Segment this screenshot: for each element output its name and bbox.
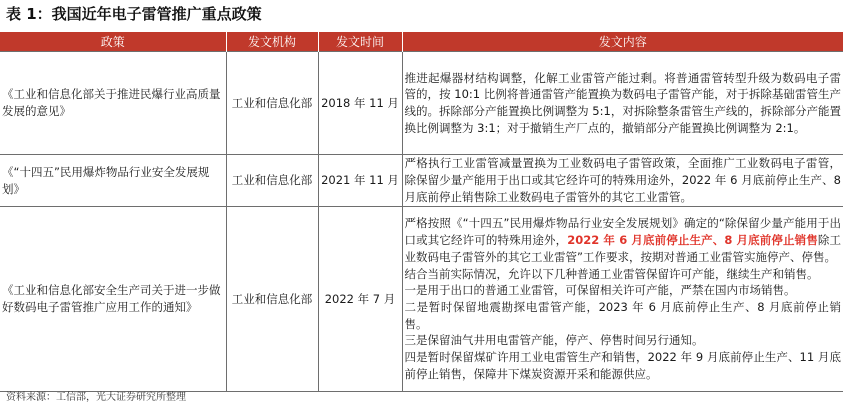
table-header-row [0, 32, 843, 52]
source-note: 资料来源：工信部，光大证券研究所整理 [6, 392, 186, 403]
date-cell: 2018 年 11 月 [318, 52, 402, 155]
policy-cell: 《工业和信息化部关于推进民爆行业高质量发展的意见》 [0, 52, 226, 155]
policy-table [0, 32, 843, 392]
content-cell [402, 207, 843, 392]
date-cell: 2022 年 7 月 [318, 207, 402, 392]
content-cell: 推进起爆器材结构调整，化解工业雷管产能过剩。将普通雷管转型升级为数码电子雷管的，按 10:1 比例将普通雷管产能置换为数码电子雷管产能，对于拆除基础雷管生产线的。拆除部分产能置换比例调整为 5:1，对拆除整条雷管生产线的，拆除部分产能置换比例调整为 3:1；对于撤销生产厂点的，撤销部分产能置换比例调整为 2:1。 [402, 52, 843, 155]
header-agency: 发文机构 [226, 32, 318, 52]
content-point: 结合当前实际情况，允许以下几种普通工业雷管保留许可产能，继续生产和销售。 [404, 266, 819, 281]
agency-cell: 工业和信息化部 [226, 52, 318, 155]
content-point: 三是保留油气井用电雷管产能，停产、停售时间另行通知。 [404, 333, 704, 348]
policy-cell: 《“十四五”民用爆炸物品行业安全发展规划》 [0, 155, 226, 207]
content-point: 一是用于出口的普通工业雷管，可保留相关许可产能，严禁在国内市场销售。 [404, 283, 796, 298]
table-row [0, 155, 843, 207]
content-intro [405, 215, 842, 265]
content-highlight: 2022 年 6 月底前停止生产、8 月底前停止销售 [567, 233, 818, 248]
policy-cell: 《工业和信息化部安全生产司关于进一步做好数码电子雷管推广应用工作的通知》 [0, 207, 226, 392]
content-point: 四是暂时保留煤矿许用工业电雷管生产和销售，2022 年 9 月底前停止生产、11 月底前停止销售，保障井下煤炭资源开采和能源供应。 [404, 350, 841, 381]
table-row [0, 207, 843, 392]
table-row [0, 52, 843, 155]
content-cell: 严格执行工业雷管减量置换为工业数码电子雷管政策，全面推广工业数码电子雷管，除保留少量产能用于出口或其它经许可的特殊用途外，2022 年 6 月底前停止生产、8 月底前停止销售除工业数码电子雷管外的其它工业雷管。 [402, 155, 843, 207]
header-date: 发文时间 [318, 32, 402, 52]
content-intro-a: 严格按照《“十四五”民用爆炸物品行业安全发展规划》确定的“除保留少量产能用于出口或其它经许可的特殊用途外， [404, 216, 841, 248]
agency-cell: 工业和信息化部 [226, 155, 318, 207]
header-policy: 政策 [0, 32, 226, 52]
table-title: 表 1：我国近年电子雷管推广重点政策 [6, 5, 262, 23]
content-intro-b: 除工业数码电子雷管外的其它工业雷管”工作要求，按期对普通工业雷管实施停产、停售。 [404, 233, 842, 264]
agency-cell: 工业和信息化部 [226, 207, 318, 392]
content-point: 二是暂时保留地震勘探电雷管产能，2023 年 6 月底前停止生产、8 月底前停止销售。 [404, 300, 841, 331]
header-content: 发文内容 [402, 32, 843, 52]
date-cell: 2021 年 11 月 [318, 155, 402, 207]
